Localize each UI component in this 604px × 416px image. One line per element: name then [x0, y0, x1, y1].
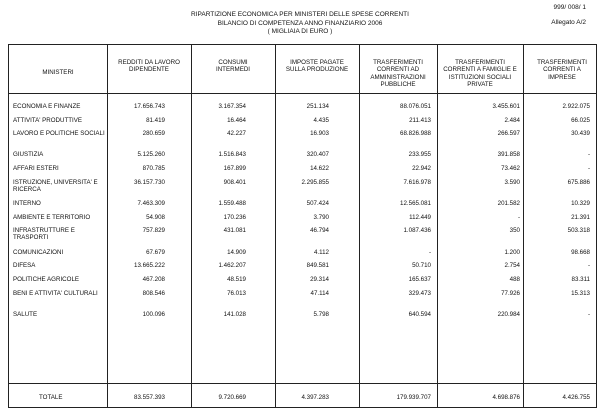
cell-value: 76.013 [227, 290, 246, 297]
header-trasf-amministrazioni: TRASFERIMENTI CORRENTI AD AMMINISTRAZIONI PUBBLICHE [370, 59, 426, 89]
cell-value: 14.622 [310, 165, 329, 172]
cell-value: 66.025 [571, 117, 590, 124]
cell-value: 29.314 [310, 276, 329, 283]
cell-value: 3.167.354 [218, 103, 246, 110]
cell-value: 675.886 [567, 179, 590, 186]
cell-value: 2.754 [504, 262, 520, 269]
cell-value: 251.134 [306, 103, 329, 110]
cell-value: 4.112 [313, 249, 329, 256]
document-title [150, 11, 450, 37]
cell-value: 73.462 [501, 165, 520, 172]
spending-table [8, 44, 597, 408]
cell-value: 2.484 [504, 117, 520, 124]
column-divider [359, 45, 360, 407]
cell-value: 808.546 [142, 290, 165, 297]
cell-value: 50.710 [412, 262, 431, 269]
cell-value: - [587, 311, 590, 318]
cell-value: 280.659 [142, 130, 165, 137]
cell-value: 141.028 [223, 311, 246, 318]
cell-value: 167.899 [223, 165, 246, 172]
header-divider [9, 93, 596, 94]
cell-value: 507.424 [306, 200, 329, 207]
cell-value: 4.698.876 [492, 394, 520, 401]
cell-value: 503.318 [567, 227, 590, 234]
row-label: GIUSTIZIA [13, 151, 44, 158]
cell-value: 329.473 [408, 290, 431, 297]
cell-value: 211.413 [409, 117, 431, 124]
cell-value: 77.926 [501, 290, 520, 297]
attachment-label: Allegato A/2 [551, 19, 586, 26]
header-imposte: IMPOSTE PAGATE SULLA PRODUZIONE [285, 59, 349, 74]
cell-value: 1.087.436 [403, 227, 431, 234]
cell-value: 5.798 [313, 311, 329, 318]
row-label: BENI E ATTIVITA' CULTURALI [13, 290, 98, 297]
column-divider [275, 45, 276, 407]
cell-value: 1.200 [504, 249, 520, 256]
cell-value: - [587, 165, 590, 172]
cell-value: 21.391 [571, 214, 590, 221]
cell-value: 3.455.601 [492, 103, 520, 110]
cell-value: 431.081 [223, 227, 246, 234]
cell-value: - [587, 151, 590, 158]
cell-value: 54.908 [146, 214, 165, 221]
cell-value: 17.656.743 [134, 103, 165, 110]
row-label: TOTALE [39, 394, 63, 401]
cell-value: 4.397.283 [301, 394, 329, 401]
cell-value: 640.594 [408, 311, 431, 318]
cell-value: 870.785 [142, 165, 165, 172]
header-ministeri: MINISTERI [42, 69, 74, 76]
title-line-1: RIPARTIZIONE ECONOMICA PER MINISTERI DELLE SPESE CORRENTI [191, 11, 409, 18]
row-label: INTERNO [13, 200, 41, 207]
row-label: COMUNICAZIONI [13, 249, 64, 256]
cell-value: 220.984 [497, 311, 520, 318]
cell-value: 201.582 [497, 200, 520, 207]
cell-value: 112.449 [409, 214, 431, 221]
row-label: ATTIVITA' PRODUTTIVE [13, 117, 83, 124]
cell-value: 170.236 [223, 214, 246, 221]
column-divider [437, 45, 438, 407]
cell-value: 2.922.075 [562, 103, 590, 110]
cell-value: 391.858 [497, 151, 520, 158]
row-label: LAVORO E POLITICHE SOCIALI [13, 130, 105, 137]
cell-value: 12.565.081 [400, 200, 431, 207]
cell-value: 4.435 [313, 117, 329, 124]
cell-value: 320.407 [306, 151, 329, 158]
cell-value: - [517, 214, 520, 221]
cell-value: 83.311 [571, 276, 590, 283]
cell-value: 15.313 [571, 290, 590, 297]
row-label: AMBIENTE E TERRITORIO [13, 214, 91, 221]
header-consumi: CONSUMI INTERMEDI [215, 59, 251, 74]
cell-value: 350 [509, 227, 520, 234]
cell-value: 48.519 [227, 276, 246, 283]
cell-value: 14.909 [227, 249, 246, 256]
cell-value: 36.157.730 [134, 179, 165, 186]
cell-value: 849.581 [306, 262, 329, 269]
cell-value: 179.939.707 [396, 394, 431, 401]
column-divider [107, 45, 108, 407]
row-label: ECONOMIA E FINANZE [13, 103, 81, 110]
cell-value: 30.439 [571, 130, 590, 137]
cell-value: 3.590 [504, 179, 520, 186]
cell-value: 98.668 [571, 249, 590, 256]
cell-value: 908.401 [223, 179, 246, 186]
cell-value: 9.720.669 [218, 394, 246, 401]
cell-value: 1.462.207 [218, 262, 246, 269]
header-trasf-imprese: TRASFERIMENTI CORRENTI A IMPRESE [537, 59, 587, 81]
cell-value: 7.463.309 [137, 200, 165, 207]
row-label: SALUTE [13, 311, 38, 318]
header-trasf-famiglie: TRASFERIMENTI CORRENTI A FAMIGLIE E ISTITUZIONI SOCIALI PRIVATE [443, 59, 517, 89]
row-label: ISTRUZIONE, UNIVERSITA' E RICERCA [13, 179, 98, 194]
cell-value: 47.114 [310, 290, 329, 297]
row-label: AFFARI ESTERI [13, 165, 59, 172]
cell-value: 266.597 [497, 130, 520, 137]
cell-value: 100.096 [142, 311, 165, 318]
cell-value: 2.295.855 [301, 179, 329, 186]
cell-value: 81.419 [146, 117, 165, 124]
cell-value: 68.826.988 [400, 130, 431, 137]
row-label: INFRASTRUTTURE E TRASPORTI [13, 227, 75, 242]
column-divider [523, 45, 524, 407]
cell-value: 488 [509, 276, 520, 283]
cell-value: 22.942 [412, 165, 431, 172]
cell-value: 3.790 [313, 214, 329, 221]
header-redditi: REDDITI DA LAVORO DIPENDENTE [118, 59, 180, 74]
cell-value: 4.426.755 [562, 394, 590, 401]
cell-value: 7.616.978 [403, 179, 431, 186]
title-line-2: BILANCIO DI COMPETENZA ANNO FINANZIARIO 2006 [217, 19, 383, 27]
cell-value: 233.955 [408, 151, 431, 158]
cell-value: - [428, 249, 431, 256]
cell-value: 757.829 [142, 227, 165, 234]
cell-value: 5.125.260 [137, 151, 165, 158]
row-label: DIFESA [13, 262, 36, 269]
cell-value: 67.679 [146, 249, 165, 256]
cell-value: 13.665.222 [134, 262, 165, 269]
cell-value: 165.637 [408, 276, 431, 283]
cell-value: 1.516.843 [218, 151, 246, 158]
row-label: POLITICHE AGRICOLE [13, 276, 80, 283]
page-number: 999/ 008/ 1 [553, 4, 586, 11]
cell-value: - [587, 262, 590, 269]
cell-value: 16.903 [310, 130, 329, 137]
column-divider [191, 45, 192, 407]
cell-value: 42.227 [227, 130, 246, 137]
cell-value: 83.557.393 [134, 394, 165, 401]
cell-value: 467.208 [142, 276, 165, 283]
total-divider [9, 383, 596, 384]
cell-value: 46.794 [310, 227, 329, 234]
title-line-3: ( MIGLIAIA DI EURO ) [267, 28, 333, 35]
cell-value: 10.329 [571, 200, 590, 207]
cell-value: 88.076.051 [400, 103, 431, 110]
cell-value: 1.559.488 [218, 200, 246, 207]
cell-value: 16.464 [227, 117, 246, 124]
